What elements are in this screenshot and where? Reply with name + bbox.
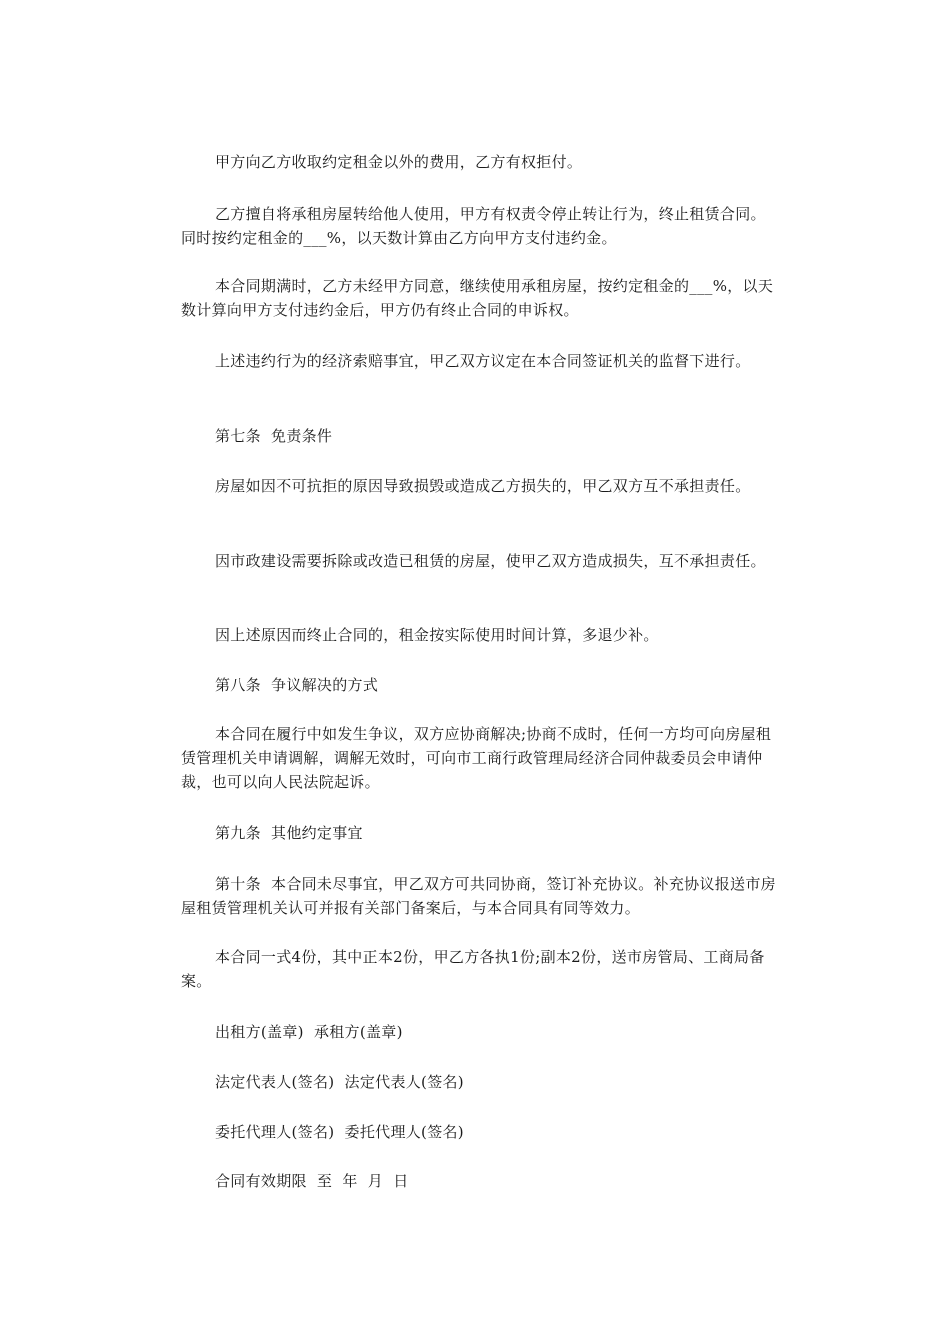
paragraph-force-majeure: 房屋如因不可抗拒的原因导致损毁或造成乙方损失的，甲乙双方互不承担责任。 [215, 477, 751, 495]
paragraph-dispute-resolution: 本合同在履行中如发生争议，双方应协商解决;协商不成时，任何一方均可向房屋租赁管理机关申请调解，调解无效时，可向市工商行政管理局经济合同仲裁委员会申请仲裁，也可以向人民法院起诉。 [181, 725, 772, 791]
paragraph-rent-settlement: 因上述原因而终止合同的，租金按实际使用时间计算，多退少补。 [215, 626, 659, 644]
paragraph-sublet-penalty: 乙方擅自将承租房屋转给他人使用，甲方有权责令停止转让行为，终止租赁合同。同时按约定租金的___%，以天数计算由乙方向甲方支付违约金。 [181, 205, 766, 247]
heading-article-9: 第九条 其他约定事宜 [215, 824, 363, 842]
paragraph-copies: 本合同一式4份，其中正本2份，甲乙方各执1份;副本2份，送市房管局、工商局备案。 [181, 948, 765, 990]
signature-line-seal: 出租方(盖章) 承租方(盖章) [215, 1023, 403, 1041]
contract-validity-line: 合同有效期限 至 年 月 日 [215, 1172, 409, 1190]
paragraph-overstay-penalty: 本合同期满时，乙方未经甲方同意，继续使用承租房屋，按约定租金的___%，以天数计算向甲方支付违约金后，甲方仍有终止合同的申诉权。 [181, 277, 774, 319]
paragraph-article-10: 第十条 本合同未尽事宜，甲乙双方可共同协商，签订补充协议。补充协议报送市房屋租赁管理机关认可并报有关部门备案后，与本合同具有同等效力。 [181, 875, 776, 917]
signature-line-agent: 委托代理人(签名) 委托代理人(签名) [215, 1123, 464, 1141]
paragraph-municipal-demolition: 因市政建设需要拆除或改造已租赁的房屋，使甲乙双方造成损失，互不承担责任。 [215, 552, 766, 570]
heading-article-7: 第七条 免责条件 [215, 427, 333, 445]
heading-article-8: 第八条 争议解决的方式 [215, 676, 379, 694]
paragraph-fee-refusal: 甲方向乙方收取约定租金以外的费用，乙方有权拒付。 [215, 153, 583, 171]
signature-line-legal-rep: 法定代表人(签名) 法定代表人(签名) [215, 1073, 464, 1091]
paragraph-claims-supervision: 上述违约行为的经济索赔事宜，甲乙双方议定在本合同签证机关的监督下进行。 [215, 352, 751, 370]
